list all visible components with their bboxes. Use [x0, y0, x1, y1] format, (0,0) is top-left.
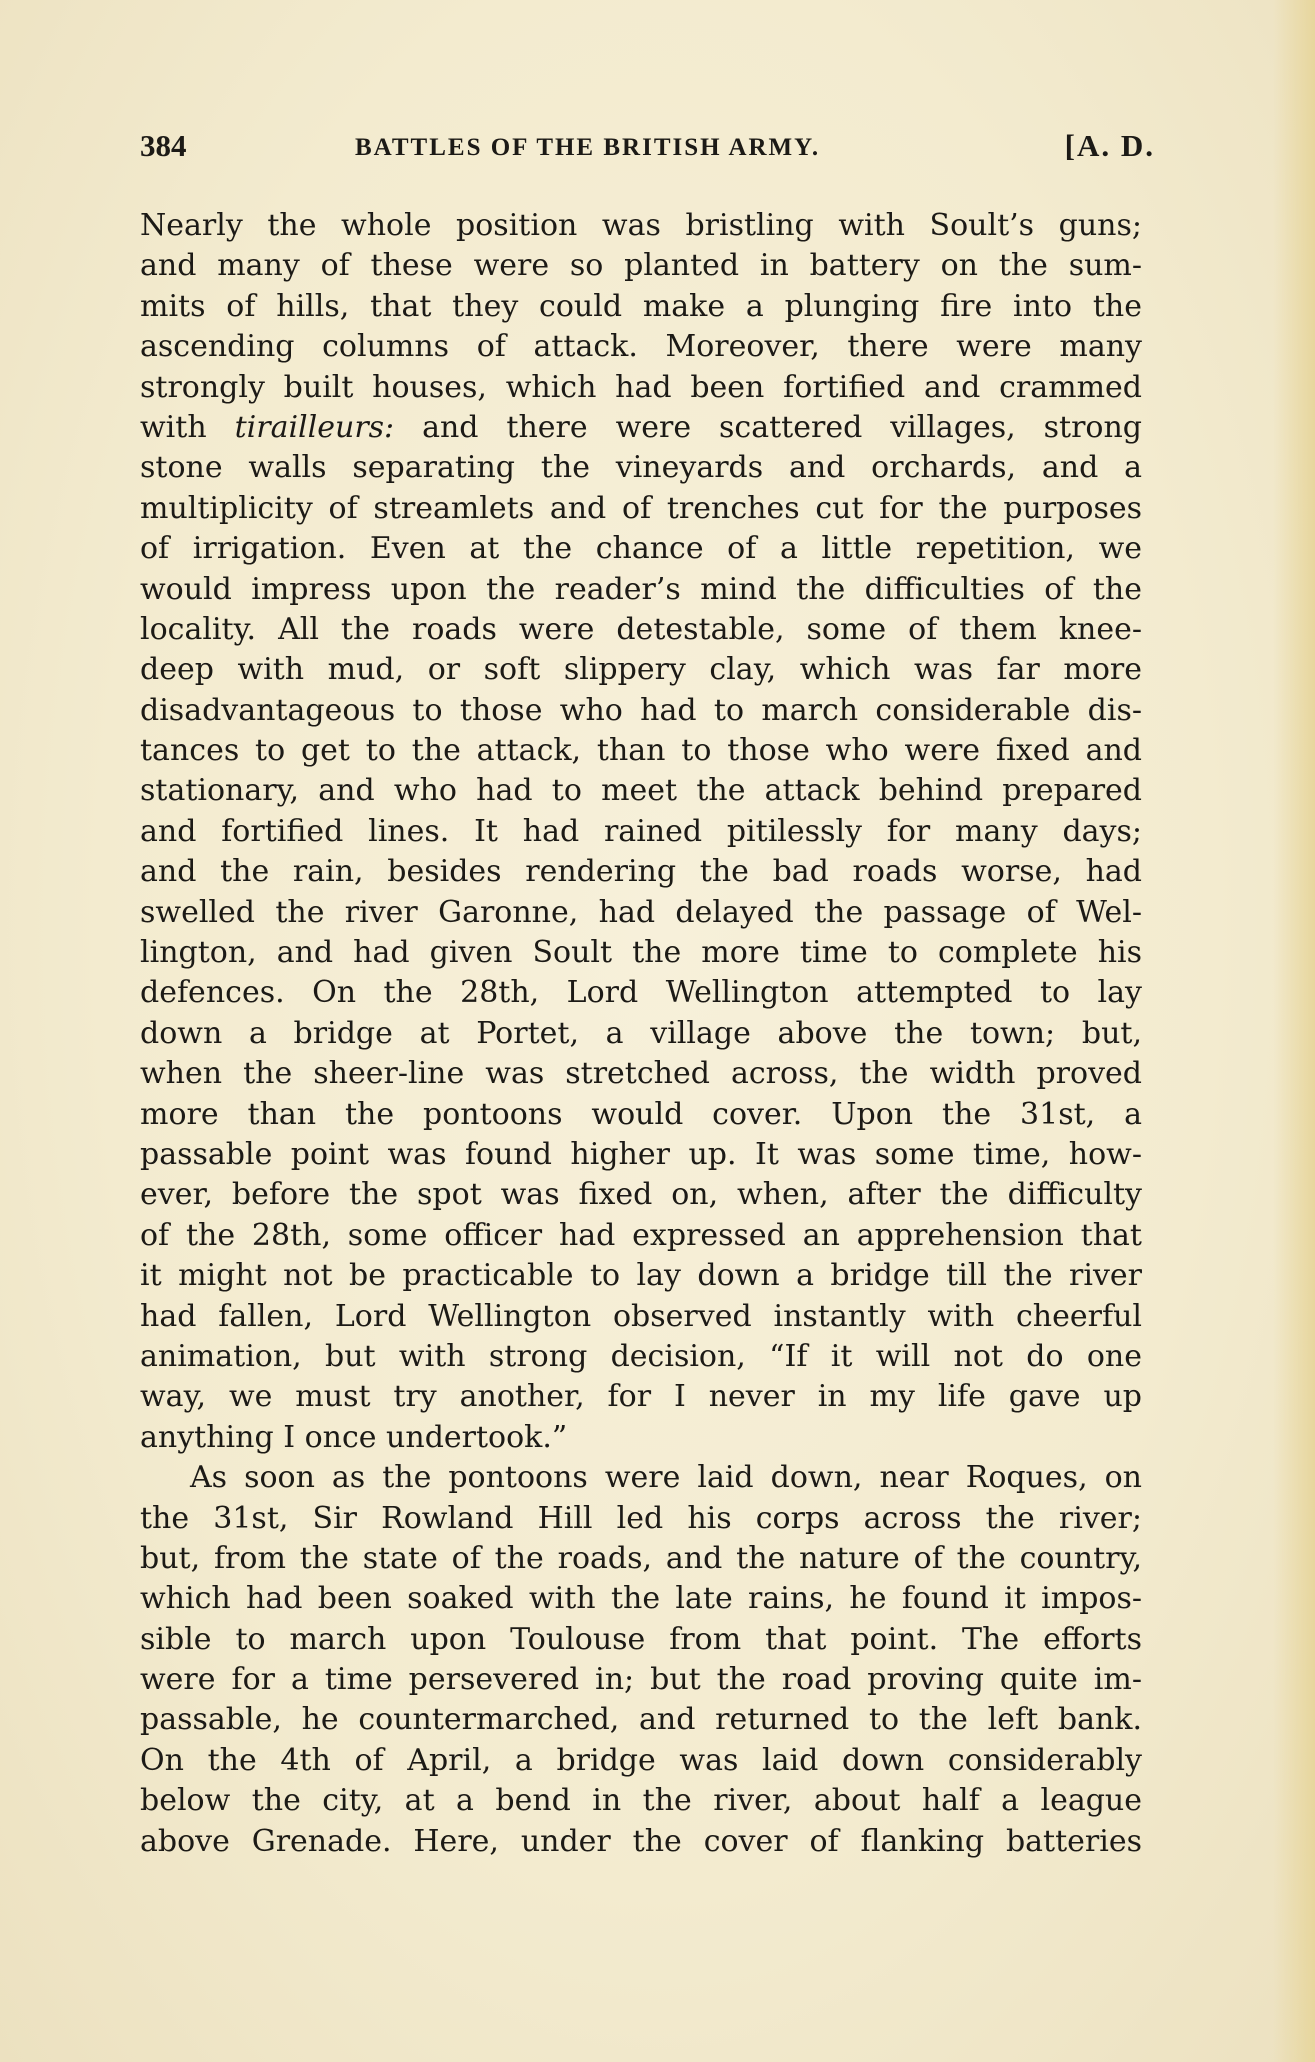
- text-line: Nearly the whole position was bristling with Soult’s guns;: [140, 208, 1142, 243]
- text-line: ascending columns of attack. Moreover, there were many: [140, 329, 1142, 365]
- text-line: when the sheer-line was stretched across, the width proved: [140, 1056, 1142, 1092]
- text-line: On the 4th of April, a bridge was laid down considerably: [140, 1742, 1142, 1778]
- text-line: down a bridge at Portet, a village above the town; but,: [140, 1015, 1142, 1051]
- text-line: which had been soaked with the late rains, he found it impos-: [140, 1581, 1142, 1617]
- text-line: had fallen, Lord Wellington observed instantly with cheerful: [140, 1298, 1142, 1334]
- text-line: sible to march upon Toulouse from that point. The efforts: [140, 1621, 1142, 1657]
- text-line: but, from the state of the roads, and the nature of the country,: [140, 1540, 1142, 1576]
- text-line: passable point was found higher up. It was some time, how-: [140, 1136, 1142, 1172]
- running-head: BATTLES OF THE BRITISH ARMY.: [355, 134, 821, 161]
- text-line: below the city, at a bend in the river, about half a league: [140, 1783, 1142, 1819]
- text-line: the 31st, Sir Rowland Hill led his corps across the river;: [140, 1500, 1142, 1536]
- text-line: ever, before the spot was fixed on, when, after the difficulty: [140, 1177, 1142, 1213]
- text-line: stone walls separating the vineyards and orchards, and a: [140, 450, 1142, 486]
- text-line: and many of these were so planted in battery on the sum-: [140, 248, 1142, 284]
- text-line: anything I once undertook.”: [140, 1419, 568, 1455]
- text-line: multiplicity of streamlets and of trenches cut for the purposes: [140, 490, 1142, 526]
- text-line: lington, and had given Soult the more time to complete his: [140, 935, 1142, 971]
- text-line: stationary, and who had to meet the attack behind prepared: [140, 773, 1142, 809]
- text-line: locality. All the roads were detestable, some of them knee-: [140, 611, 1142, 647]
- text-line: strongly built houses, which had been fortified and crammed: [140, 369, 1142, 405]
- page-edge-shading: [1273, 0, 1315, 2062]
- text-line: were for a time persevered in; but the road proving quite im-: [140, 1662, 1142, 1698]
- text-line: of irrigation. Even at the chance of a little repetition, we: [140, 531, 1142, 567]
- text-line: with tirailleurs: and there were scattered villages, strong: [140, 409, 1143, 445]
- text-line: way, we must try another, for I never in my life gave up: [140, 1379, 1142, 1415]
- text-line: deep with mud, or soft slippery clay, which was far more: [140, 652, 1142, 688]
- text-line: disadvantageous to those who had to march considerable dis-: [140, 692, 1142, 728]
- text-line: defences. On the 28th, Lord Wellington attempted to lay: [140, 975, 1142, 1011]
- text-line: tances to get to the attack, than to those who were fixed and: [140, 733, 1142, 769]
- text-line: more than the pontoons would cover. Upon the 31st, a: [140, 1096, 1142, 1132]
- text-line: passable, he countermarched, and returned to the left bank.: [140, 1702, 1142, 1738]
- date-mark: [A. D.: [1064, 128, 1155, 163]
- page-header: [140, 128, 1155, 178]
- text-line: of the 28th, some officer had expressed an apprehension that: [140, 1217, 1142, 1253]
- page-number: 384: [140, 128, 187, 163]
- text-line: it might not be practicable to lay down a bridge till the river: [140, 1258, 1142, 1294]
- text-line: swelled the river Garonne, had delayed the passage of Wel-: [140, 894, 1142, 930]
- text-line: would impress upon the reader’s mind the difficulties of the: [140, 571, 1142, 607]
- text-line: mits of hills, that they could make a plunging fire into the: [140, 288, 1142, 324]
- text-line: and fortified lines. It had rained pitilessly for many days;: [140, 813, 1142, 849]
- text-line: above Grenade. Here, under the cover of flanking batteries: [140, 1823, 1142, 1859]
- text-line: As soon as the pontoons were laid down, near Roques, on: [190, 1460, 1142, 1496]
- text-line: and the rain, besides rendering the bad roads worse, had: [140, 854, 1142, 890]
- text-line: animation, but with strong decision, “If it will not do one: [140, 1338, 1142, 1374]
- body-text: [140, 206, 1142, 1862]
